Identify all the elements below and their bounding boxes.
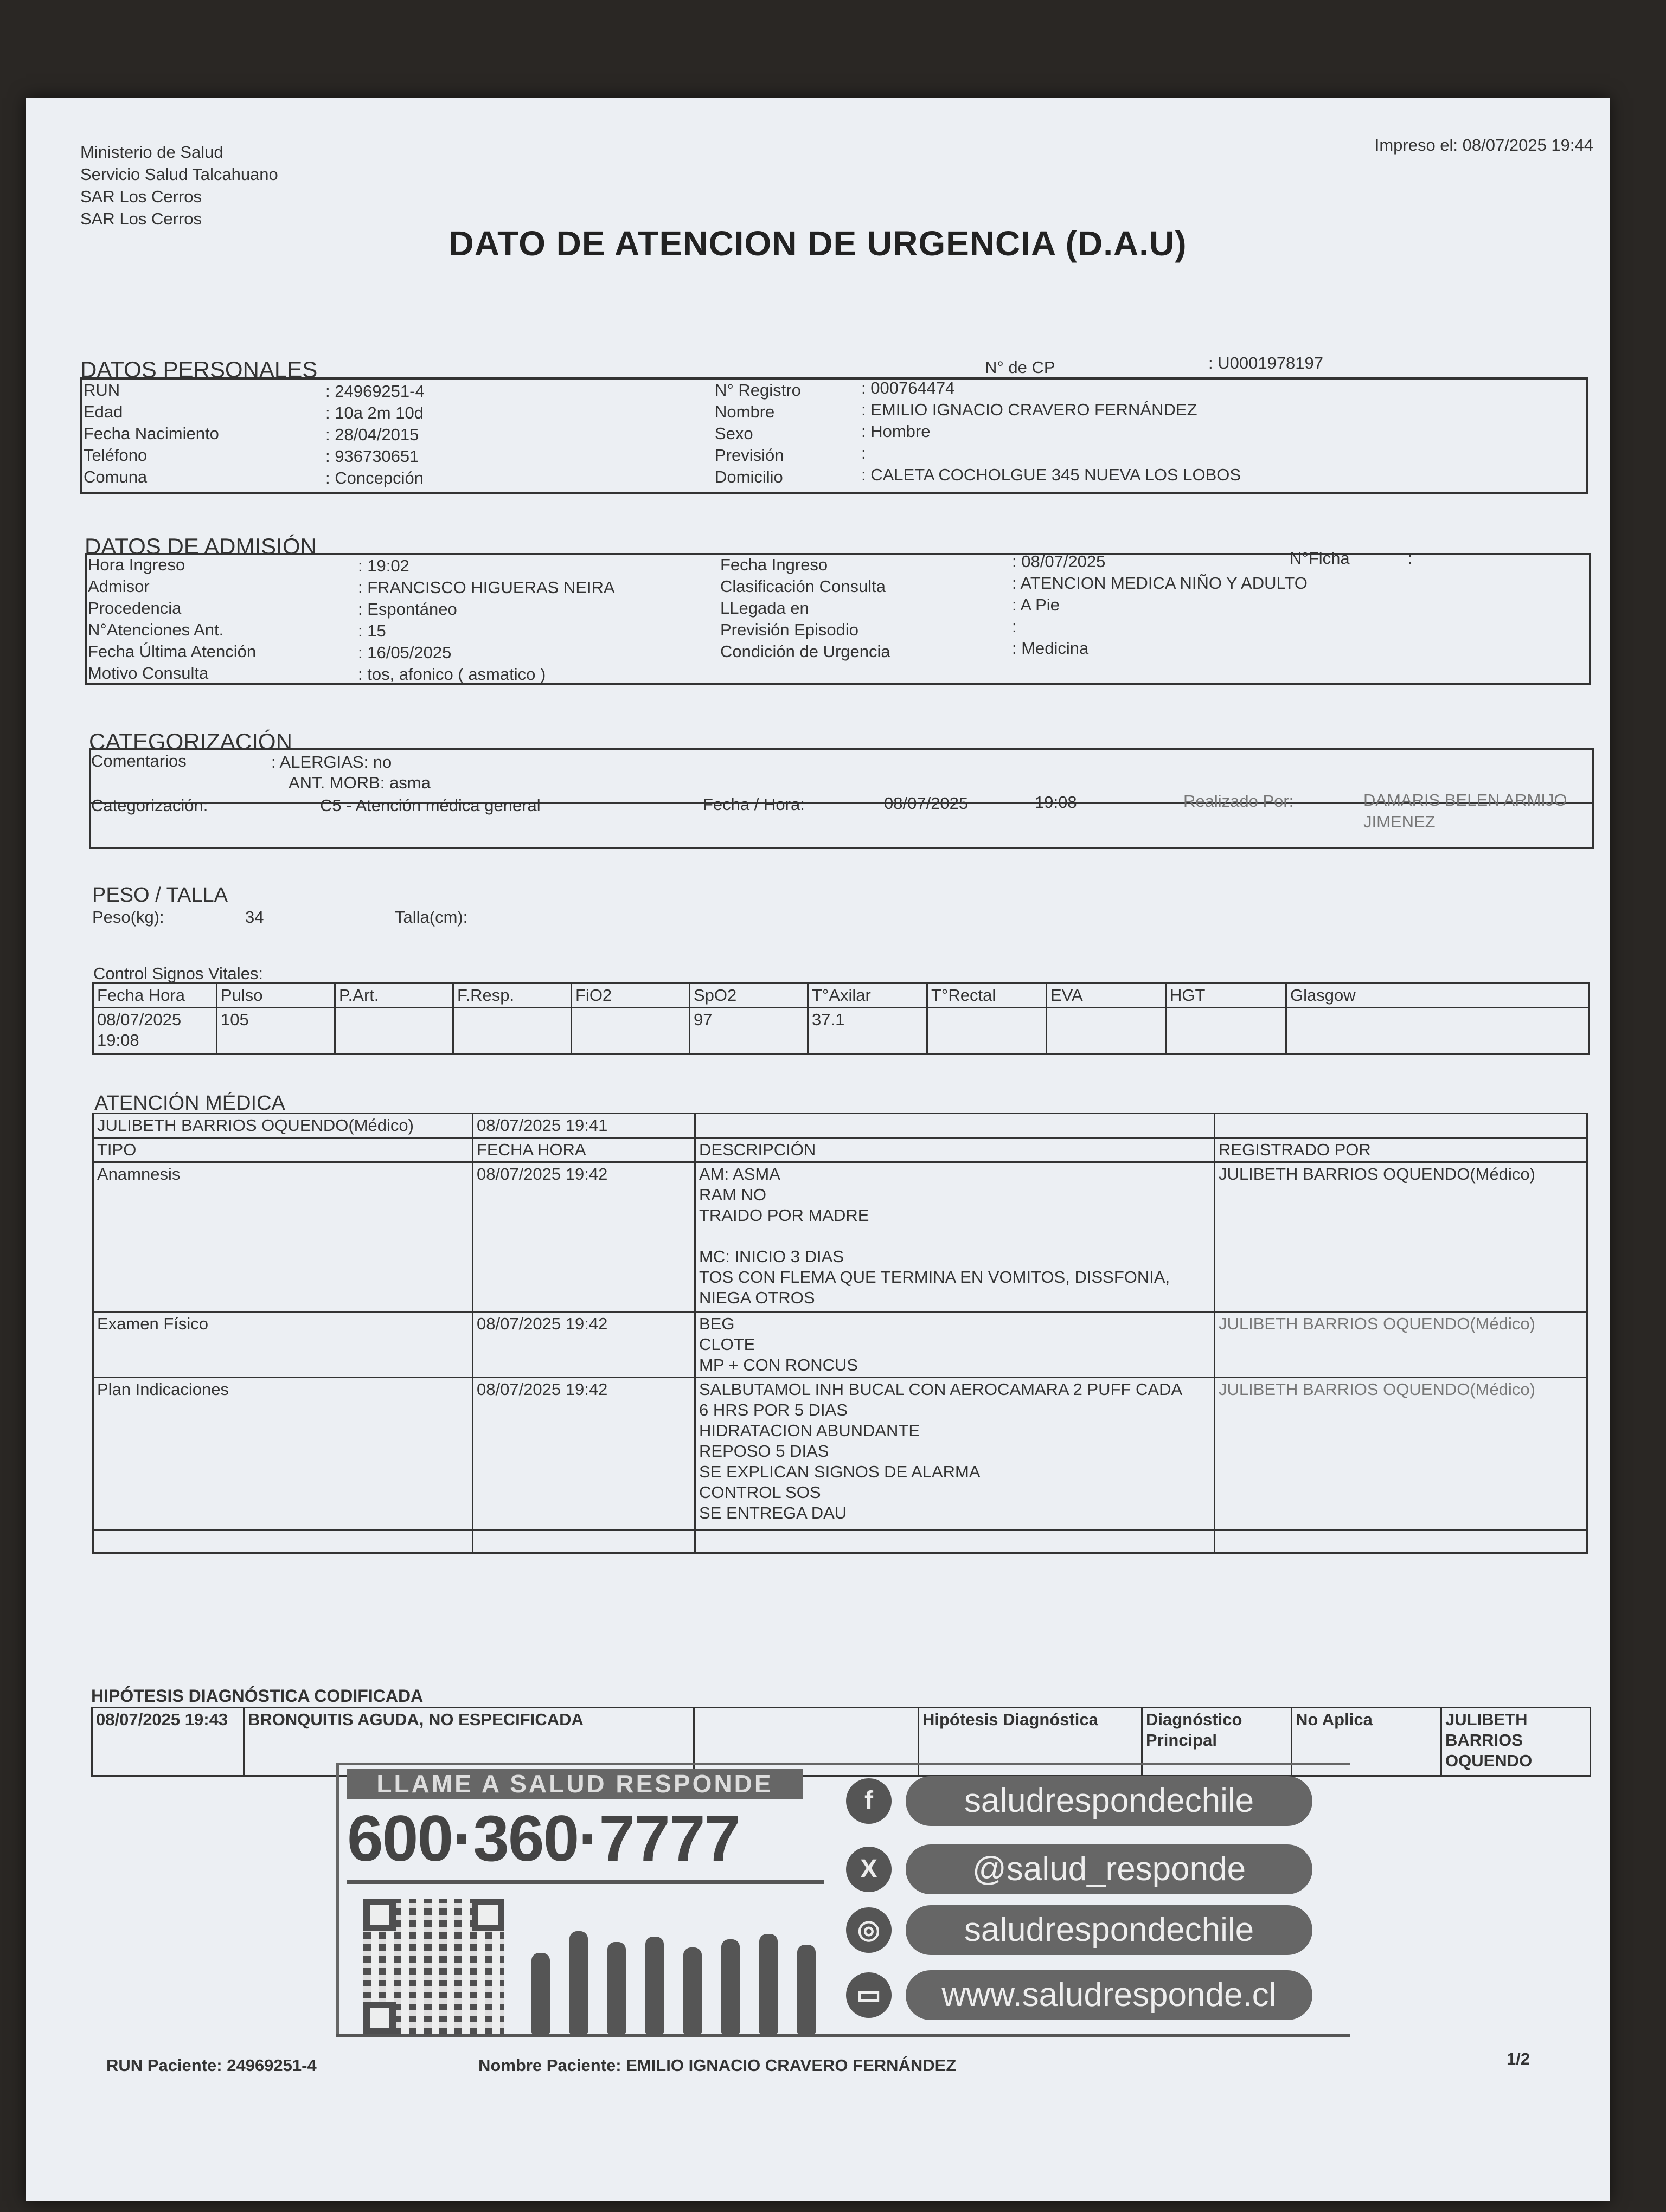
previous-visits-value: : 15 [358,621,386,640]
people-illustration [515,1904,819,2034]
row-datetime: 08/07/2025 19:42 [473,1312,695,1378]
page-number: 1/2 [1507,2049,1530,2068]
categorization-section-title: CATEGORIZACIÓN [89,729,292,754]
episode-insurance-value: : [1012,617,1017,636]
empty-cell [1215,1531,1587,1553]
vitals-cell [335,1008,453,1054]
row-type: Anamnesis [93,1162,473,1312]
vitals-header-row [93,983,1590,1008]
banner-left-border [336,1763,339,2037]
birthdate-label: Fecha Nacimiento [84,424,219,443]
org-line: Ministerio de Salud [80,143,223,162]
footer-patient-name: Nombre Paciente: EMILIO IGNACIO CRAVERO FERNÁNDEZ [478,2056,957,2075]
row-type: Examen Físico [93,1312,473,1378]
sex-value: : Hombre [861,422,931,441]
admitter-label: Admisor [88,577,150,596]
category-time: 19:08 [1035,793,1077,812]
attending-datetime: 08/07/2025 19:41 [473,1114,695,1138]
header-registered-by: REGISTRADO POR [1215,1138,1587,1162]
person-figure [531,1953,550,2034]
row-datetime: 08/07/2025 19:42 [473,1378,695,1531]
institution-header [80,141,278,230]
vitals-cell [572,1008,690,1054]
medical-row-empty [93,1531,1587,1553]
vitals-cell [1286,1008,1590,1054]
ficha-label: N°Ficha [1290,549,1350,568]
empty-cell [93,1531,473,1553]
phone-label: Teléfono [84,446,148,465]
vitals-cell [927,1008,1047,1054]
arrival-mode-label: LLegada en [720,599,809,618]
qr-corner [363,1899,396,1931]
vitals-data-row [93,1008,1590,1054]
previous-visits-label: N°Atenciones Ant. [88,620,224,639]
personal-right-values [861,377,1241,486]
category-date: 08/07/2025 [884,794,969,813]
empty-cell [473,1531,695,1553]
medical-row-exam [93,1312,1587,1378]
age-label: Edad [84,402,123,421]
instagram-link[interactable] [846,1903,1334,1957]
banner-top-border [336,1763,1350,1765]
row-description: AM: ASMA RAM NO TRAIDO POR MADRE MC: INICIO 3 DIAS TOS CON FLEMA QUE TERMINA EN VOMITOS, DISSFONIA, NIEGA OTROS [695,1162,1215,1312]
insurance-value: : [861,443,866,462]
address-label: Domicilio [715,467,783,486]
vitals-table [92,982,1590,1055]
attending-doctor: JULIBETH BARRIOS OQUENDO(Médico) [93,1114,473,1138]
diagnosis-name: BRONQUITIS AGUDA, NO ESPECIFICADA [244,1708,694,1776]
vitals-cell [453,1008,572,1054]
birthdate-value: : 28/04/2015 [325,425,419,444]
sex-label: Sexo [715,424,753,443]
performed-by-line2: JIMENEZ [1363,812,1436,831]
salud-responde-banner [336,1763,1350,2040]
commune-value: : Concepción [325,468,424,487]
personal-left-labels [84,380,219,488]
admission-date-value: : 08/07/2025 [1012,552,1106,571]
facebook-icon: f [846,1778,892,1824]
instagram-icon: ◎ [846,1907,892,1953]
personal-section-title: DATOS PERSONALES [80,357,318,382]
admission-left-values [358,555,615,685]
arrival-time-label: Hora Ingreso [88,555,185,574]
origin-value: : Espontáneo [358,600,457,619]
person-figure [645,1937,664,2034]
name-label: Nombre [715,402,775,421]
diagnosis-type: Hipótesis Diagnóstica [919,1708,1142,1776]
person-figure [607,1942,626,2034]
header-datetime: FECHA HORA [473,1138,695,1162]
empty-cell [695,1114,1215,1138]
vitals-header-cell: F.Resp. [453,983,572,1008]
category-datetime-label: Fecha / Hora: [703,795,805,814]
name-value: : EMILIO IGNACIO CRAVERO FERNÁNDEZ [861,400,1197,419]
cp-value: : U0001978197 [1208,353,1324,372]
row-datetime: 08/07/2025 19:42 [473,1162,695,1312]
vitals-cell: 08/07/2025 19:08 [93,1008,217,1054]
row-type: Plan Indicaciones [93,1378,473,1531]
ficha-value: : [1408,549,1413,568]
website-url: www.saludresponde.cl [906,1970,1312,2020]
vitals-cell: 105 [217,1008,335,1054]
vitals-header-cell: P.Art. [335,983,453,1008]
insurance-label: Previsión [715,446,784,465]
category-value: C5 - Atención médica general [320,796,541,815]
row-registered-by: JULIBETH BARRIOS OQUENDO(Médico) [1215,1162,1587,1312]
personal-right-labels [715,380,801,488]
row-registered-by: JULIBETH BARRIOS OQUENDO(Médico) [1215,1312,1587,1378]
run-value: : 24969251-4 [325,382,425,401]
x-link[interactable] [846,1842,1334,1896]
personal-box [80,377,1588,494]
vitals-header-cell: EVA [1047,983,1166,1008]
vitals-title: Control Signos Vitales: [93,964,264,983]
x-icon: X [846,1847,892,1892]
origin-label: Procedencia [88,599,182,618]
row-registered-by: JULIBETH BARRIOS OQUENDO(Médico) [1215,1378,1587,1531]
vitals-cell: 37.1 [808,1008,927,1054]
org-line: SAR Los Cerros [80,209,202,228]
commune-label: Comuna [84,467,148,486]
admission-date-label: Fecha Ingreso [720,555,828,574]
vitals-header-cell: HGT [1166,983,1286,1008]
x-handle: @salud_responde [906,1844,1312,1894]
diagnosis-datetime: 08/07/2025 19:43 [92,1708,244,1776]
admission-right-labels [720,554,890,663]
empty-cell [695,1531,1215,1553]
vitals-cell [1166,1008,1286,1054]
person-figure [569,1931,588,2034]
age-value: : 10a 2m 10d [325,403,424,422]
diagnosis-applies: No Aplica [1292,1708,1441,1776]
urgency-condition-value: : Medicina [1012,639,1089,658]
diagnosis-principal: Diagnóstico Principal [1142,1708,1292,1776]
person-figure [759,1934,778,2034]
vitals-header-cell: SpO2 [690,983,808,1008]
reason-label: Motivo Consulta [88,664,209,683]
person-figure [797,1945,816,2034]
last-visit-label: Fecha Última Atención [88,642,257,661]
last-visit-value: : 16/05/2025 [358,643,452,662]
weight-label: Peso(kg): [92,908,164,927]
person-figure [721,1939,740,2034]
vitals-header-cell: Pulso [217,983,335,1008]
org-line: Servicio Salud Talcahuano [80,165,278,184]
facebook-link[interactable] [846,1774,1334,1828]
diagnosis-doctor: JULIBETH BARRIOS OQUENDO [1441,1708,1591,1776]
arrival-mode-value: : A Pie [1012,595,1060,614]
facebook-handle: saludrespondechile [906,1776,1312,1826]
urgency-condition-label: Condición de Urgencia [720,642,890,661]
medical-row-anamnesis [93,1162,1587,1312]
comments-label: Comentarios [91,751,187,770]
header-description: DESCRIPCIÓN [695,1138,1215,1162]
medical-doctor-row [93,1114,1587,1138]
footer-run: RUN Paciente: 24969251-4 [106,2056,317,2075]
website-link[interactable] [846,1968,1334,2022]
reason-value: : tos, afonico ( asmatico ) [358,665,546,684]
web-icon: ▭ [846,1972,892,2018]
medical-table [92,1113,1588,1554]
phone-underline [347,1880,824,1884]
vitals-cell [1047,1008,1166,1054]
row-description: BEG CLOTE MP + CON RONCUS [695,1312,1215,1378]
vitals-header-cell: Glasgow [1286,983,1590,1008]
cp-label: N° de CP [985,358,1055,377]
performed-by-line1: DAMARIS BELEN ARMIJO [1363,790,1567,809]
vitals-header-cell: T°Rectal [927,983,1047,1008]
qr-code [363,1899,504,2034]
phone-value: : 936730651 [325,447,419,466]
address-value: : CALETA COCHOLGUE 345 NUEVA LOS LOBOS [861,465,1241,484]
org-line: SAR Los Cerros [80,187,202,206]
weight-section-title: PESO / TALLA [92,884,228,906]
admission-right-values [1012,551,1308,659]
medical-section-title: ATENCIÓN MÉDICA [94,1092,285,1115]
call-label: LLAME A SALUD RESPONDE [347,1769,803,1799]
vitals-header-cell: T°Axilar [808,983,927,1008]
vitals-header-cell: FiO2 [572,983,690,1008]
registry-label: N° Registro [715,381,801,400]
banner-bottom-border [336,2034,1350,2037]
document-title: DATO DE ATENCION DE URGENCIA (D.A.U) [448,224,1187,263]
performed-by-label: Realizado Por: [1183,792,1294,811]
instagram-handle: saludrespondechile [906,1905,1312,1955]
print-timestamp: Impreso el: 08/07/2025 19:44 [1374,136,1593,155]
vitals-header-cell: Fecha Hora [93,983,217,1008]
registry-value: : 000764474 [861,378,955,397]
comments-allergies: : ALERGIAS: no [271,753,392,771]
admitter-value: : FRANCISCO HIGUERAS NEIRA [358,578,615,597]
medical-row-plan [93,1378,1587,1531]
weight-value: 34 [245,908,264,927]
header-type: TIPO [93,1138,473,1162]
classification-value: : ATENCION MEDICA NIÑO Y ADULTO [1012,574,1308,593]
medical-header-row [93,1138,1587,1162]
arrival-time-value: : 19:02 [358,556,409,575]
row-description: SALBUTAMOL INH BUCAL CON AEROCAMARA 2 PUFF CADA 6 HRS POR 5 DIAS HIDRATACION ABUNDANTE REPOSO 5 DIAS SE EXPLICAN SIGNOS DE ALARMA CONTROL SOS SE ENTREGA DAU [695,1378,1215,1531]
qr-corner [363,2002,396,2034]
performed-by-value [1363,789,1567,833]
personal-left-values [325,381,425,489]
category-label: Categorización: [91,796,208,815]
classification-label: Clasificación Consulta [720,577,886,596]
run-label: RUN [84,381,120,400]
admission-left-labels [88,554,256,684]
empty-cell [1215,1114,1587,1138]
admission-section-title: DATOS DE ADMISIÓN [85,533,317,559]
diagnosis-section-title: HIPÓTESIS DIAGNÓSTICA CODIFICADA [91,1686,424,1706]
comments-morbidity: ANT. MORB: asma [289,773,431,792]
person-figure [683,1947,702,2034]
phone-number: 600·360·7777 [347,1802,740,1875]
document-page [26,98,1610,2201]
qr-corner [472,1899,504,1931]
vitals-cell: 97 [690,1008,808,1054]
episode-insurance-label: Previsión Episodio [720,620,859,639]
height-label: Talla(cm): [395,908,468,927]
